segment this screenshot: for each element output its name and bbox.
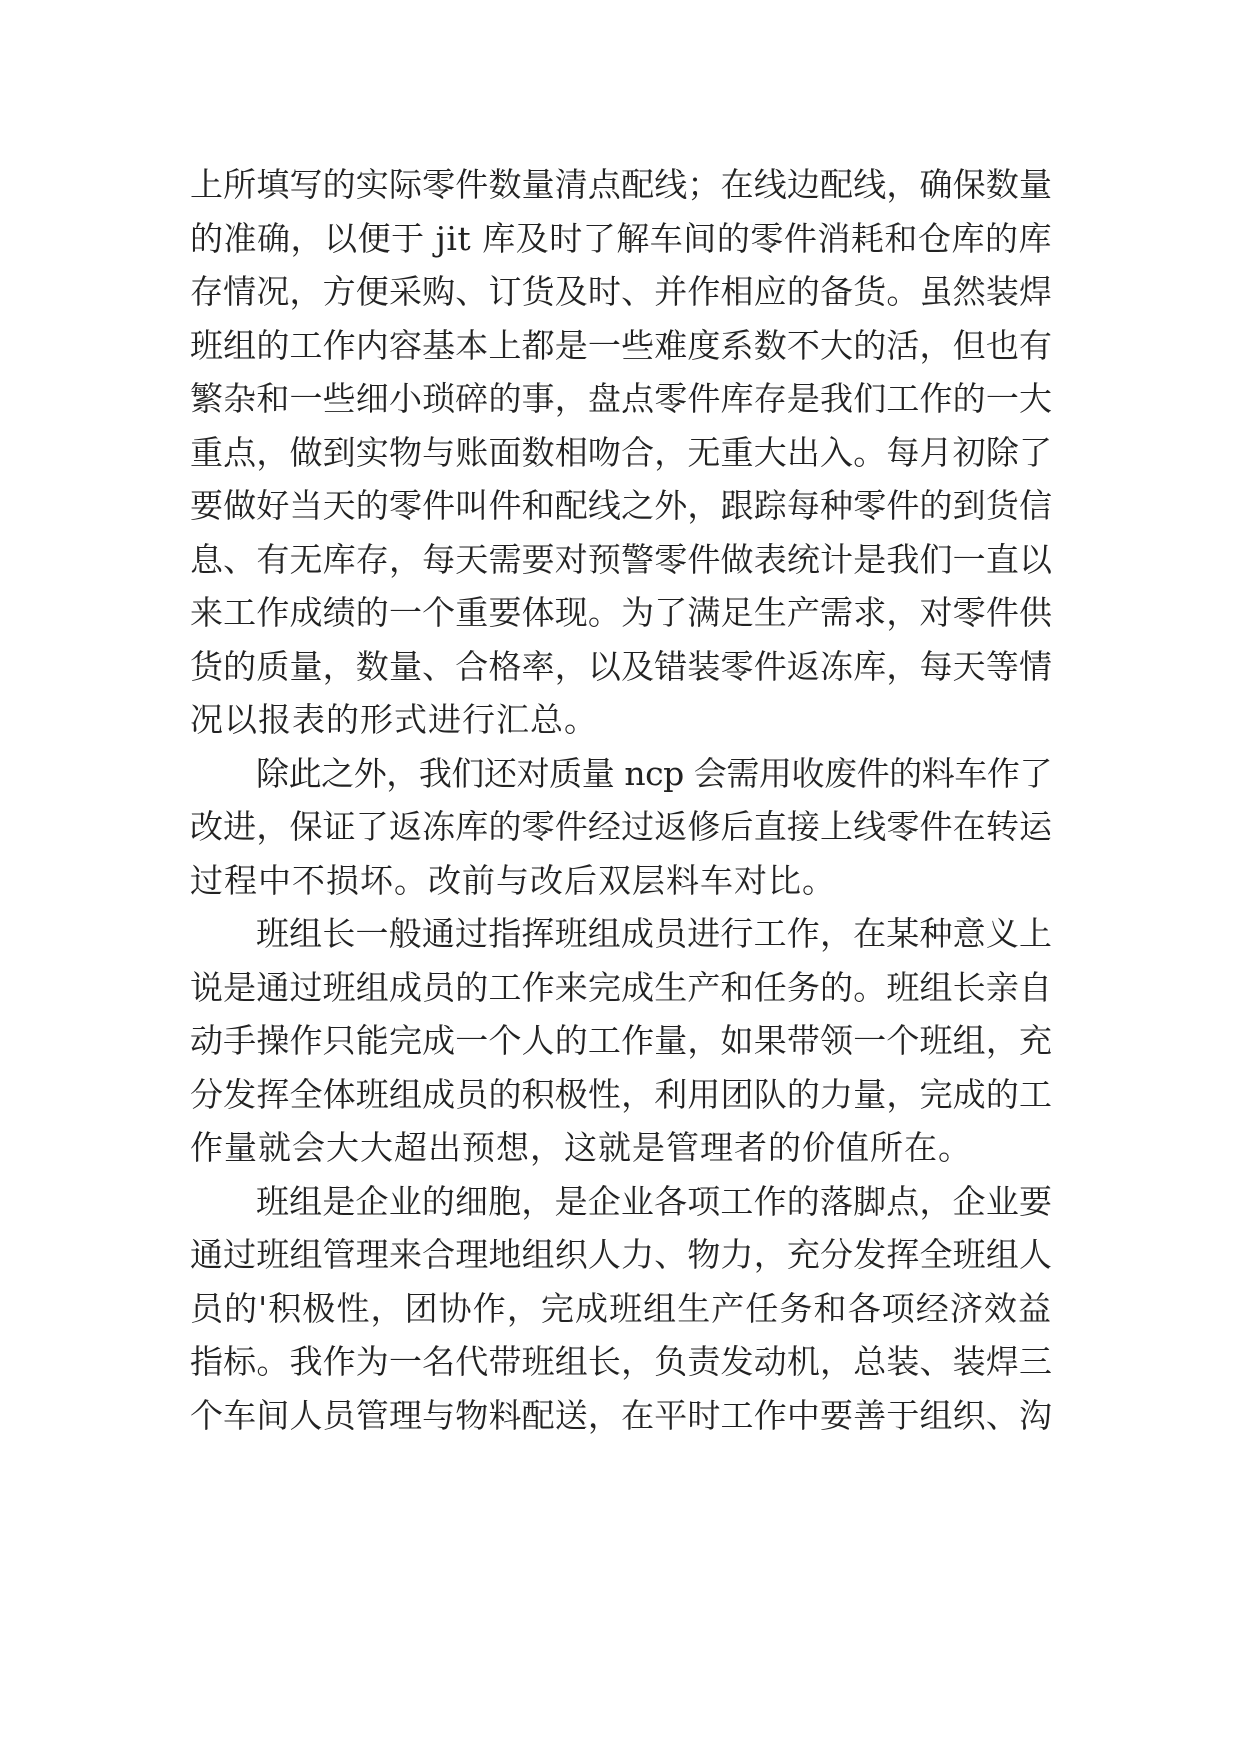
- text-line: 重点，做到实物与账面数相吻合，无重大出入。每月初除了: [190, 432, 1052, 472]
- text-line: 指标。我作为一名代带班组长，负责发动机，总装、装焊三: [190, 1342, 1052, 1381]
- text-line: 过程中不损坏。改前与改后双层料车对比。: [190, 860, 836, 900]
- text-line: 况以报表的形式进行汇总。: [190, 700, 598, 739]
- text-line: 除此之外，我们还对质量 ncp 会需用收废件的料车作了: [256, 753, 1052, 793]
- text-line: 改进，保证了返冻库的零件经过返修后直接上线零件在转运: [190, 807, 1052, 846]
- text-line: 班组是企业的细胞，是企业各项工作的落脚点，企业要: [256, 1181, 1052, 1221]
- text-line: 动手操作只能完成一个人的工作量，如果带领一个班组，充: [190, 1021, 1052, 1060]
- text-line: 通过班组管理来合理地组织人力、物力，充分发挥全班组人: [190, 1235, 1052, 1274]
- text-line: 说是通过班组成员的工作来完成生产和任务的。班组长亲自: [190, 967, 1052, 1007]
- text-line: 存情况，方便采购、订货及时、并作相应的备货。虽然装焊: [190, 272, 1052, 311]
- text-line: 班组长一般通过指挥班组成员进行工作，在某种意义上: [256, 914, 1052, 953]
- text-line: 分发挥全体班组成员的积极性，利用团队的力量，完成的工: [190, 1074, 1052, 1114]
- text-line: 来工作成绩的一个重要体现。为了满足生产需求，对零件供: [190, 593, 1052, 632]
- text-line: 要做好当天的零件叫件和配线之外，跟踪每种零件的到货信: [190, 486, 1052, 525]
- text-line: 货的质量，数量、合格率，以及错装零件返冻库，每天等情: [190, 646, 1052, 686]
- text-line: 作量就会大大超出预想，这就是管理者的价值所在。: [190, 1128, 972, 1167]
- text-line: 息、有无库存，每天需要对预警零件做表统计是我们一直以: [190, 539, 1052, 579]
- text-line: 班组的工作内容基本上都是一些难度系数不大的活，但也有: [190, 325, 1052, 365]
- text-line: 员的'积极性，团协作，完成班组生产任务和各项经济效益: [190, 1288, 1052, 1328]
- body-text: [190, 158, 1052, 1442]
- text-line: 上所填写的实际零件数量清点配线；在线边配线，确保数量: [190, 165, 1052, 204]
- text-line: 繁杂和一些细小琐碎的事，盘点零件库存是我们工作的一大: [190, 379, 1052, 418]
- text-line: 个车间人员管理与物料配送，在平时工作中要善于组织、沟: [190, 1395, 1052, 1435]
- text-line: 的准确，以便于 jit 库及时了解车间的零件消耗和仓库的库: [190, 218, 1052, 258]
